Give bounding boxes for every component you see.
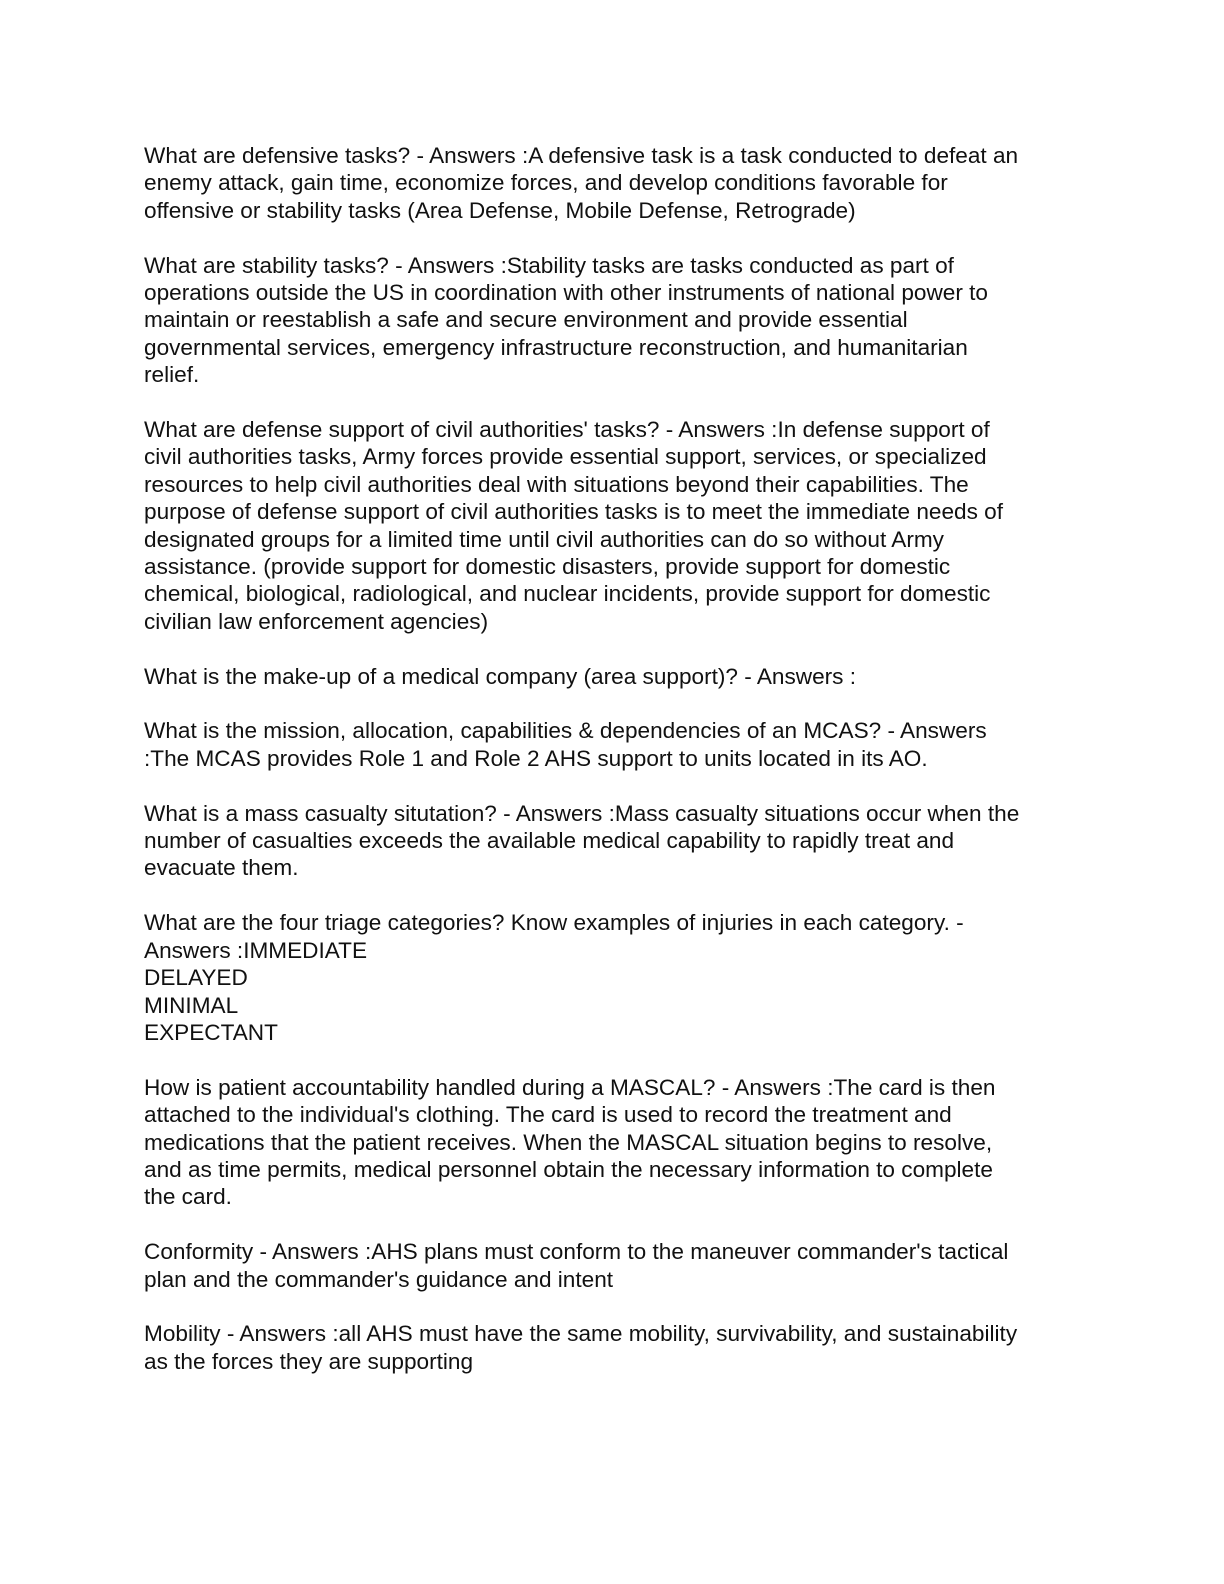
document-body [144,142,1084,1403]
qa-defense-support-civil-authorities: What are defense support of civil authorities' tasks? - Answers :In defense support of civil authorities tasks, Army forces provide essential support, services, or specialized resources to help civil authorities deal with situations beyond their capabilities. The purpose of defense support of civil authorities tasks is to meet the immediate needs of designated groups for a limited time until civil authorities can do so without Army assistance. (provide support for domestic disasters, provide support for domestic chemical, biological, radiological, and nuclear incidents, provide support for domestic civilian law enforcement agencies) [144,417,1004,634]
qa-medical-company-makeup: What is the make-up of a medical company (area support)? - Answers : [144,663,857,689]
qa-triage-categories: What are the four triage categories? Know examples of injuries in each category. - Answers :IMMEDIATE DELAYED MINIMAL EXPECTANT [144,910,964,1045]
qa-patient-accountability: How is patient accountability handled during a MASCAL? - Answers :The card is then attached to the individual's clothing. The card is used to record the treatment and medications that the patient receives. When the MASCAL situation begins to resolve, and as time permits, medical personnel obtain the necessary information to complete the card. [144,1074,996,1210]
qa-mobility: Mobility - Answers :all AHS must have the same mobility, survivability, and sustainability as the forces they are supporting [144,1321,1018,1374]
qa-defensive-tasks: What are defensive tasks? - Answers :A defensive task is a task conducted to defeat an enemy attack, gain time, economize forces, and develop conditions favorable for offensive or stability tasks (Area Defense, Mobile Defense, Retrograde) [144,143,1019,223]
qa-mass-casualty-situation: What is a mass casualty situtation? - Answers :Mass casualty situations occur when the number of casualties exceeds the available medical capability to rapidly treat and evacuate them. [144,800,1020,881]
qa-conformity: Conformity - Answers :AHS plans must conform to the maneuver commander's tactical plan and the commander's guidance and intent [144,1239,1009,1292]
qa-mcas-mission: What is the mission, allocation, capabilities & dependencies of an MCAS? - Answers :The MCAS provides Role 1 and Role 2 AHS support to units located in its AO. [144,718,987,771]
qa-stability-tasks: What are stability tasks? - Answers :Stability tasks are tasks conducted as part of operations outside the US in coordination with other instruments of national power to maintain or reestablish a safe and secure environment and provide essential governmental services, emergency infrastructure reconstruction, and humanitarian relief. [144,252,988,388]
